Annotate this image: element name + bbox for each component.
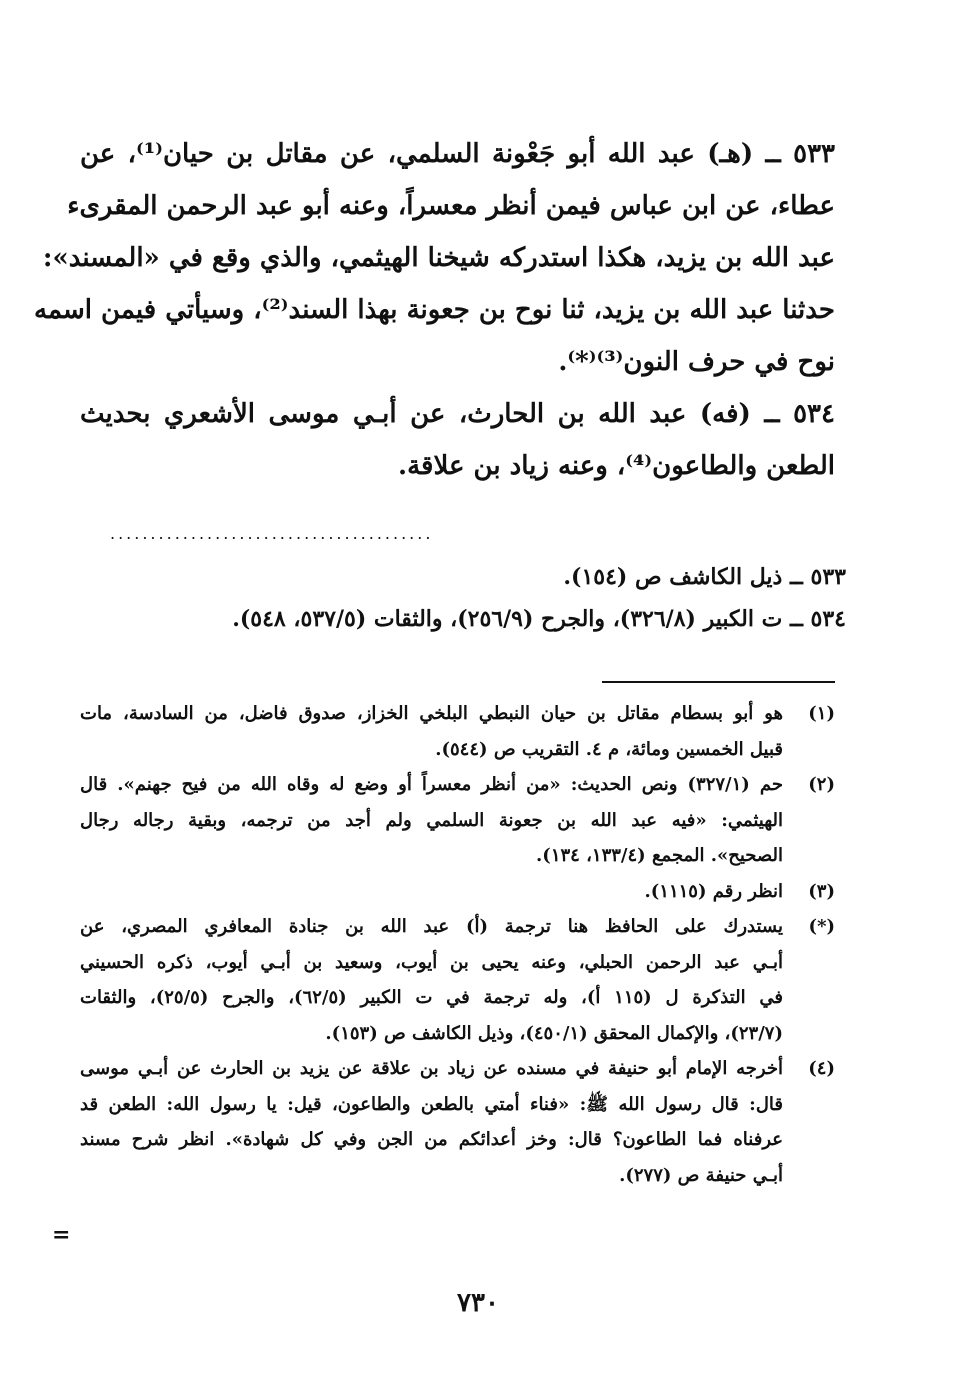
footnote-line: الصحيح». المجمع (١٣٣/٤، ١٣٤). [536, 845, 783, 866]
footnote-line: قبيل الخمسين ومائة، م ٤. التقريب ص (٥٤٤). [435, 738, 783, 760]
text-line: الطعن والطاعون⁽⁴⁾، وعنه زياد بن علاقة. [398, 451, 835, 481]
footnote-rule [602, 681, 835, 683]
footnote-line: هو أبو بسطام مقاتل بن حيان النبطي البلخي الخزاز، صدوق فاضل، من السادسة، مات [80, 703, 783, 724]
footnote-line: (٢٣/٧)، والإكمال المحقق (٤٥٠/١)، وذيل الكاشف ص (١٥٣). [325, 1022, 783, 1044]
text-line: عطاء، عن ابن عباس فيمن أنظر معسراً، وعنه أبو عبد الرحمن المقرىء [67, 191, 835, 221]
footnote-line: أبـي حنيفة ص (٢٧٧). [619, 1164, 783, 1186]
footnote-line: أخرجه الإمام أبو حنيفة في مسنده عن زياد بن علاقة عن يزيد بن الحارث عن أبـي موسى [80, 1058, 783, 1079]
dotted-separator: ........................................ [110, 524, 434, 543]
footnote-line: قال: قال رسول الله ﷺ: «فناء أمتي بالطعن والطاعون، قيل: يا رسول الله: الطعن قد [80, 1093, 783, 1115]
footnote-number: (*) [808, 916, 835, 937]
entry-533 [34, 128, 836, 388]
footnote-number: (٣) [808, 880, 835, 902]
footnote-line: يستدرك على الحافظ هنا ترجمة (أ) عبد الله بن جنادة المعافري المصري، عن [80, 916, 783, 937]
footnote-line: أبـي عبد الرحمن الحبلي، وعنه يحيى بن أيوب، وسعيد بن أبـي أيوب، ذكره الحسيني [80, 951, 783, 973]
footnote-line: في التذكرة ل (١١٥ أ)، وله ترجمة في ت الكبير (٦٢/٥)، والجرح (٢٥/٥)، والثقات [80, 987, 783, 1008]
text-line: ٥٣٤ ــ (فه) عبد الله بن الحارث، عن أبـي موسى الأشعري بحديث [80, 399, 835, 429]
text-line: ٥٣٣ ــ (هـ) عبد الله أبو جَعْونة السلمي، عن مقاتل بن حيان⁽¹⁾، عن [80, 139, 836, 169]
main-text [34, 128, 836, 492]
continuation-mark: = [52, 1222, 71, 1248]
footnote-star [80, 909, 835, 1051]
source-references [86, 556, 846, 640]
reference-533: ٥٣٣ ــ ذيل الكاشف ص (١٥٤). [563, 564, 846, 590]
footnotes [80, 696, 835, 1193]
footnote-number: (٤) [808, 1058, 835, 1079]
footnote-3 [80, 874, 835, 910]
footnote-4 [80, 1051, 835, 1193]
footnote-line: الهيثمي: «فيه عبد الله بن جعونة السلمي ولم أجد من ترجمه، وبقية رجاله رجال [80, 809, 783, 831]
footnote-1 [80, 696, 835, 767]
text-line: نوح في حرف النون⁽³⁾⁽*⁾. [558, 347, 835, 377]
footnote-line: عرفناه فما الطاعون؟ قال: وخز أعدائكم من الجن وفي كل شهادة». انظر شرح مسند [80, 1129, 783, 1150]
footnote-number: (٢) [808, 774, 835, 795]
text-line: حدثنا عبد الله بن يزيد، ثنا نوح بن جعونة بهذا السند⁽²⁾، وسيأتي فيمن اسمه [34, 295, 835, 325]
entry-534 [80, 388, 835, 492]
footnote-line: انظر رقم (١١١٥). [644, 880, 783, 902]
footnote-number: (١) [808, 703, 835, 724]
page-number: ٧٣٠ [457, 1288, 499, 1318]
footnote-2 [80, 767, 835, 874]
text-line: عبد الله بن يزيد، هكذا استدركه شيخنا الهيثمي، والذي وقع في «المسند»: [42, 243, 835, 273]
footnote-line: حم (٣٢٧/١) ونص الحديث: «من أنظر معسراً أو وضع له وقاه الله من فيح جهنم». قال [80, 774, 783, 795]
reference-534: ٥٣٤ ــ ت الكبير (٣٢٦/٨)، والجرح (٢٥٦/٩)، والثقات (٥٣٧/٥، ٥٤٨). [232, 606, 846, 632]
